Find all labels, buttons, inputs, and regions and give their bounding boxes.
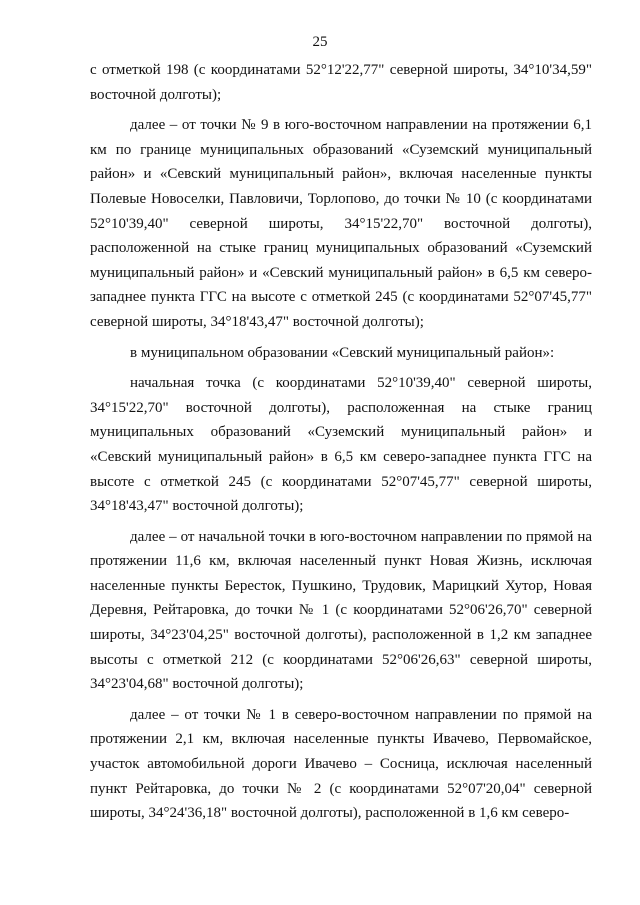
paragraph-section-heading: в муниципальном образовании «Севский муниципальный район»: (130, 344, 555, 361)
page-number: 25 (312, 34, 328, 50)
document-body (90, 58, 592, 832)
paragraph: начальная точка (с координатами 52°10'39,40" северной широты, 34°15'22,70" восточной долготы), расположенная на стыке границ муниципальных образований «Суземский муниципальный район» и «Севский муниципальный район» в 6,5 км северо-западнее пункта ГГС на высоте с отметкой 245 (с координатами 52°07'45,77" северной широты, 34°18'43,47" восточной долготы); (90, 375, 592, 515)
paragraph: далее – от точки № 1 в северо-восточном направлении по прямой на протяжении 2,1 км, включая населенные пункты Ивачево, Первомайское, участок автомобильной дороги Ивачево – Сосница, исключая населенный пункт Рейтаровка, до точки № 2 (с координатами 52°07'20,04" северной широты, 34°24'36,18" восточной долготы), расположенной в 1,6 км северо- (90, 706, 592, 822)
paragraph: далее – от начальной точки в юго-восточном направлении по прямой на протяжении 11,6 км, включая населенный пункт Новая Жизнь, исключая населенные пункты Береcток, Пушкино, Трудовик, Марицкий Хутор, Новая Деревня, Рейтаровка, до точки № 1 (с координатами 52°06'26,70" северной широты, 34°23'04,25" восточной долготы), расположенной в 1,2 км западнее высоты с отметкой 212 (с координатами 52°06'26,63" северной широты, 34°23'04,68" восточной долготы); (90, 528, 592, 693)
paragraph-continued: с отметкой 198 (с координатами 52°12'22,77" северной широты, 34°10'34,59" восточной долготы); (90, 62, 592, 103)
paragraph: далее – от точки № 9 в юго-восточном направлении на протяжении 6,1 км по границе муниципальных образований «Суземский муниципальный район» и «Севский муниципальный район», включая населенные пункты Полевые Новоселки, Павловичи, Торлопово, до точки № 10 (с координатами 52°10'39,40" северной широты, 34°15'22,70" восточной долготы), расположенной на стыке границ муниципальных образований «Суземский муниципальный район» и «Севский муниципальный район» в 6,5 км северо-западнее пункта ГГС на высоте с отметкой 245 (с координатами 52°07'45,77" северной широты, 34°18'43,47" восточной долготы); (90, 117, 592, 330)
